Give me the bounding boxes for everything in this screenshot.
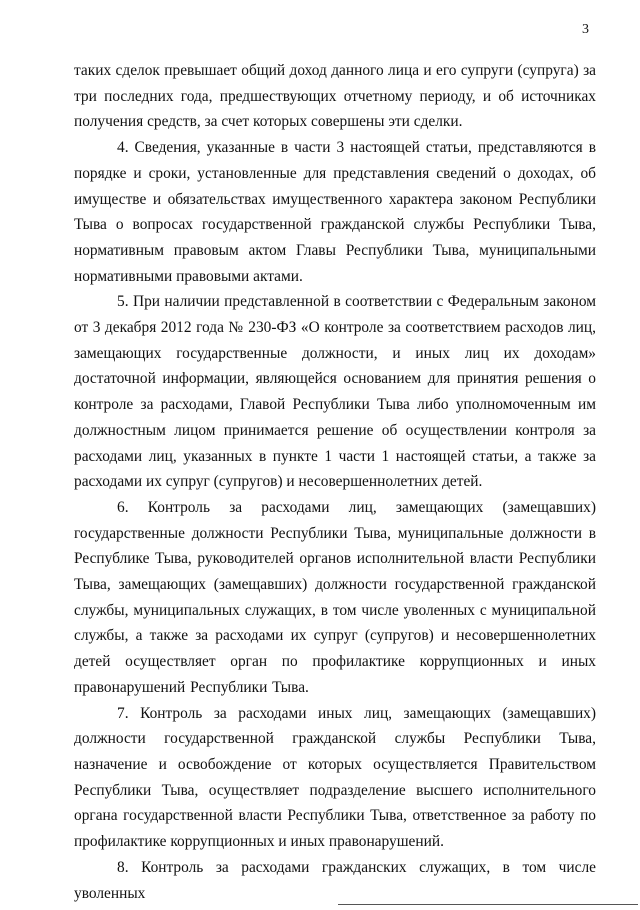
paragraph-6: 6. Контроль за расходами лиц, замещающих (замещавших) государственные должности Республики Тыва, муниципальные должности в Республике Тыва, руководителей органов исполнительной власти Республики Тыва, замещающих (замещавших) должности государственной гражданской службы, муниципальных служащих, в том числе уволенных с муниципальной службы, а также за расходами их супруг (супругов) и несовершеннолетних детей осуществляет орган по профилактике коррупционных и иных правонарушений Республики Тыва. — [74, 498, 596, 696]
page-number: 3 — [582, 22, 589, 37]
paragraph-7: 7. Контроль за расходами иных лиц, замещающих (замещавших) должности государственной гражданской службы Республики Тыва, назначение и освобождение от которых осуществляется Правительством Республики Тыва, осуществляет подразделение высшего исполнительного органа государственной власти Республики Тыва, ответственное за работу по профилактике коррупционных и иных правонарушений. — [74, 704, 596, 851]
paragraph-4: 4. Сведения, указанные в части 3 настоящей статьи, представляются в порядке и сроки, установленные для представления сведений о доходах, об имуществе и обязательствах имущественного характера законом Республики Тыва о вопросах государственной гражданской службы Республики Тыва, нормативным правовым актом Главы Республики Тыва, муниципальными нормативными правовыми актами. — [74, 139, 596, 285]
paragraph-5: 5. При наличии представленной в соответствии с Федеральным законом от 3 декабря 2012 года № 230-ФЗ «О контроле за соответствием расходов лиц, замещающих государственные должности, и иных лиц их доходам» достаточной информации, являющейся основанием для принятия решения о контроле за расходами, Главой Республики Тыва либо уполномоченным им должностным лицом принимается решение об осуществлении контроля за расходами лиц, указанных в пункте 1 части 1 настоящей статьи, а также за расходами их супруг (супругов) и несовершеннолетних детей. — [74, 293, 596, 491]
paragraph-continuation: таких сделок превышает общий доход данного лица и его супруги (супруга) за три последних года, предшествующих отчетному периоду, и об источниках получения средств, за счет которых совершены эти сделки. — [74, 62, 596, 131]
document-body — [74, 58, 596, 906]
paragraph-8: 8. Контроль за расходами гражданских служащих, в том числе уволенных — [74, 858, 596, 902]
footer-rule — [338, 904, 638, 905]
